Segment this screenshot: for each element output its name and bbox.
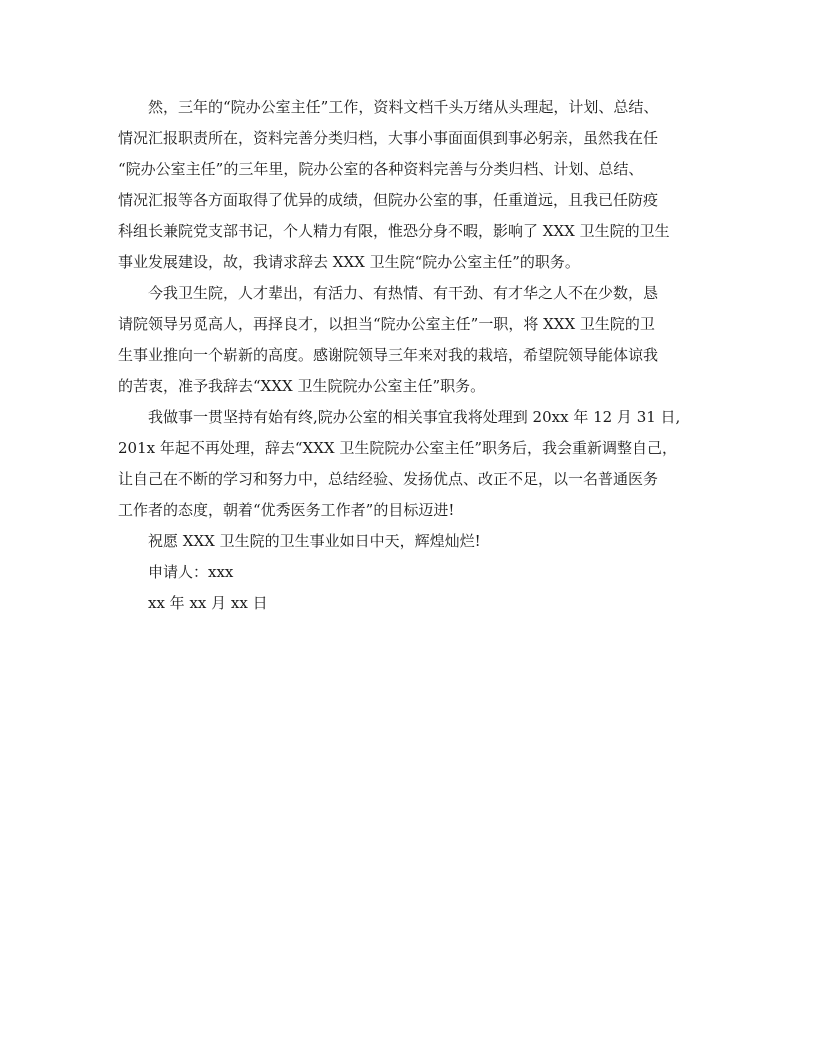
text-line: 然，三年的“院办公室主任”工作，资料文档千头万绪从头理起，计划、总结、 [148, 98, 659, 116]
applicant-signature: 申请人：xxx [148, 563, 234, 581]
text-line: 情况汇报职责所在，资料完善分类归档，大事小事面面俱到事必躬亲，虽然我在任 [118, 129, 659, 147]
document-page [118, 92, 704, 619]
paragraph-2 [118, 278, 704, 402]
text-line: 情况汇报等各方面取得了优异的成绩，但院办公室的事，任重道远，且我已任防疫 [118, 191, 659, 209]
text-line: 我做事一贯坚持有始有终,院办公室的相关事宜我将处理到 20xx 年 12 月 31 日, [148, 408, 681, 426]
closing-wish: 祝愿 XXX 卫生院的卫生事业如日中天，辉煌灿烂! [148, 532, 481, 550]
text-line: 让自己在不断的学习和努力中，总结经验、发扬优点、改正不足，以一名普通医务 [118, 470, 659, 488]
text-line: 科组长兼院党支部书记，个人精力有限，惟恐分身不暇，影响了 XXX 卫生院的卫生 [118, 222, 670, 240]
text-line: 的苦衷，准予我辞去“XXX 卫生院院办公室主任”职务。 [118, 377, 486, 395]
text-line: 事业发展建设，故，我请求辞去 XXX 卫生院“院办公室主任”的职务。 [118, 253, 580, 271]
text-line: 生事业推向一个崭新的高度。感谢院领导三年来对我的栽培，希望院领导能体谅我 [118, 346, 659, 364]
text-line: 请院领导另觅高人，再择良才，以担当“院办公室主任”一职，将 XXX 卫生院的卫 [118, 315, 655, 333]
text-line: 工作者的态度，朝着“优秀医务工作者”的目标迈进! [118, 501, 455, 519]
text-line: 今我卫生院，人才辈出，有活力、有热情、有干劲、有才华之人不在少数，恳 [148, 284, 659, 302]
text-line: “院办公室主任”的三年里，院办公室的各种资料完善与分类归档、计划、总结、 [118, 160, 644, 178]
text-line: 201x 年起不再处理，辞去“XXX 卫生院院办公室主任”职务后，我会重新调整自己， [118, 439, 678, 457]
paragraph-1 [118, 92, 704, 278]
application-date: xx 年 xx 月 xx 日 [148, 594, 268, 612]
paragraph-3 [118, 402, 704, 526]
